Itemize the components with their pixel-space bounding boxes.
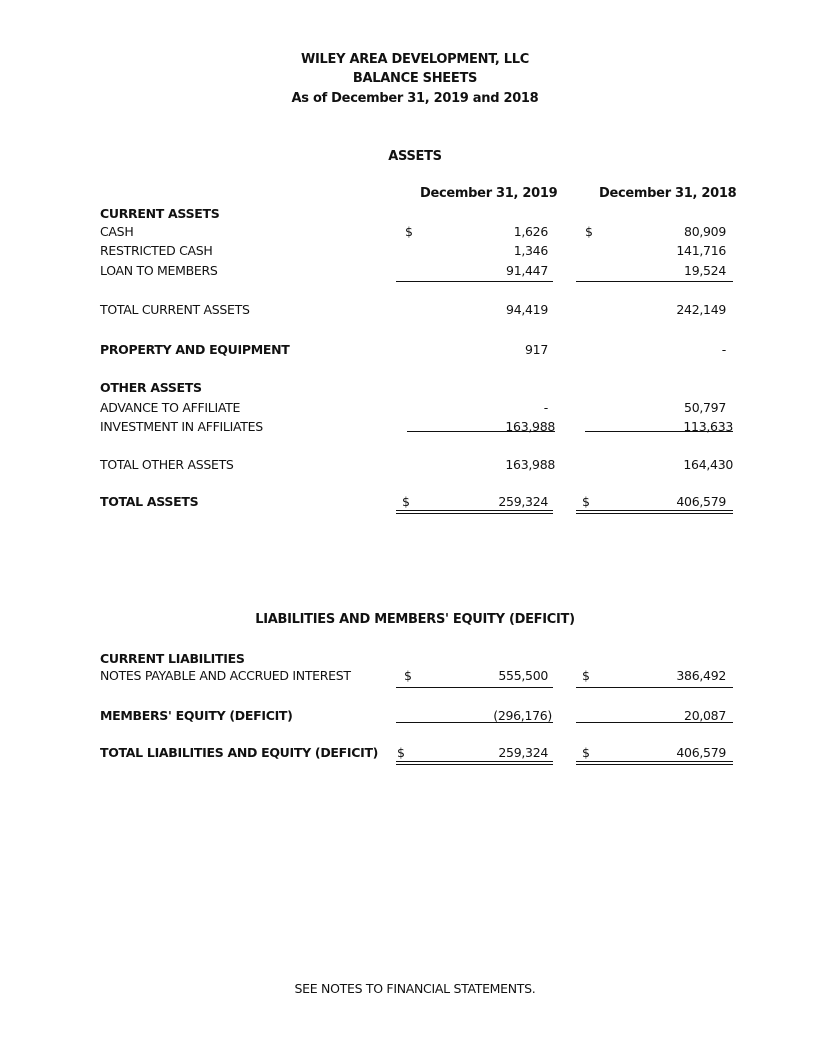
notes-payable-2018: 386,492: [676, 668, 726, 683]
total-liabilities-double-rule-2018: [576, 761, 733, 765]
total-assets-double-rule-2018: [576, 510, 733, 514]
subtotal-rule-2018: [576, 281, 733, 282]
total-liabilities-double-rule-2019: [396, 761, 553, 765]
total-assets-2018: 406,579: [676, 494, 726, 509]
company-name: WILEY AREA DEVELOPMENT, LLC: [300, 52, 529, 67]
equity-rule-2018: [576, 722, 733, 723]
loan-to-members-2019: 91,447: [506, 263, 548, 278]
total-other-assets-label: TOTAL OTHER ASSETS: [100, 457, 234, 472]
investment-in-affiliates-2019: 163,988: [505, 419, 555, 434]
advance-to-affiliate-label: ADVANCE TO AFFILIATE: [100, 400, 241, 415]
members-equity-2018: 20,087: [684, 708, 726, 723]
other-assets-heading: OTHER ASSETS: [100, 380, 202, 395]
cash-label: CASH: [100, 224, 134, 239]
current-assets-heading: CURRENT ASSETS: [100, 206, 220, 221]
restricted-cash-2018: 141,716: [676, 243, 726, 258]
total-liabilities-dollar-2018: $: [582, 745, 590, 760]
advance-to-affiliate-2018: 50,797: [684, 400, 726, 415]
total-assets-double-rule-2019: [396, 510, 553, 514]
restricted-cash-label: RESTRICTED CASH: [100, 243, 213, 258]
current-liabilities-heading: CURRENT LIABILITIES: [100, 651, 245, 666]
notes-payable-2019: 555,500: [498, 668, 548, 683]
cash-2018: 80,909: [684, 224, 726, 239]
total-current-assets-label: TOTAL CURRENT ASSETS: [100, 302, 250, 317]
investment-in-affiliates-label: INVESTMENT IN AFFILIATES: [100, 419, 263, 434]
advance-to-affiliate-2019: -: [543, 400, 548, 415]
cash-dollar-2019: $: [405, 224, 413, 239]
investment-in-affiliates-2018: 113,633: [683, 419, 733, 434]
total-current-assets-2018: 242,149: [676, 302, 726, 317]
total-other-assets-2018: 164,430: [683, 457, 733, 472]
statement-title: BALANCE SHEETS: [352, 71, 478, 86]
assets-heading: ASSETS: [388, 149, 442, 164]
notes-payable-dollar-2018: $: [582, 668, 590, 683]
total-assets-dollar-2019: $: [402, 494, 410, 509]
notes-payable-dollar-2019: $: [404, 668, 412, 683]
total-other-assets-2019: 163,988: [505, 457, 555, 472]
column-header-2019: December 31, 2019: [420, 186, 558, 201]
notes-payable-label: NOTES PAYABLE AND ACCRUED INTEREST: [100, 668, 351, 683]
property-equipment-2018: -: [721, 342, 726, 357]
cash-2019: 1,626: [513, 224, 548, 239]
property-equipment-2019: 917: [525, 342, 548, 357]
loan-to-members-2018: 19,524: [684, 263, 726, 278]
total-assets-2019: 259,324: [498, 494, 548, 509]
total-assets-label: TOTAL ASSETS: [100, 494, 199, 509]
statement-date: As of December 31, 2019 and 2018: [291, 91, 539, 106]
property-equipment-label: PROPERTY AND EQUIPMENT: [100, 342, 290, 357]
other-assets-rule-2019: [407, 431, 555, 432]
footer-note: SEE NOTES TO FINANCIAL STATEMENTS.: [294, 981, 536, 996]
loan-to-members-label: LOAN TO MEMBERS: [100, 263, 218, 278]
liabilities-rule-2018: [576, 687, 733, 688]
members-equity-label: MEMBERS' EQUITY (DEFICIT): [100, 708, 293, 723]
subtotal-rule-2019: [396, 281, 553, 282]
total-assets-dollar-2018: $: [582, 494, 590, 509]
members-equity-2019: (296,176): [493, 708, 552, 723]
equity-rule-2019: [396, 722, 553, 723]
cash-dollar-2018: $: [585, 224, 593, 239]
total-liabilities-dollar-2019: $: [397, 745, 405, 760]
total-current-assets-2019: 94,419: [506, 302, 548, 317]
restricted-cash-2019: 1,346: [513, 243, 548, 258]
liabilities-heading: LIABILITIES AND MEMBERS' EQUITY (DEFICIT): [255, 612, 575, 627]
total-liabilities-equity-2019: 259,324: [498, 745, 548, 760]
other-assets-rule-2018: [585, 431, 733, 432]
total-liabilities-equity-2018: 406,579: [676, 745, 726, 760]
column-header-2018: December 31, 2018: [599, 186, 737, 201]
liabilities-rule-2019: [396, 687, 553, 688]
total-liabilities-equity-label: TOTAL LIABILITIES AND EQUITY (DEFICIT): [100, 745, 379, 760]
